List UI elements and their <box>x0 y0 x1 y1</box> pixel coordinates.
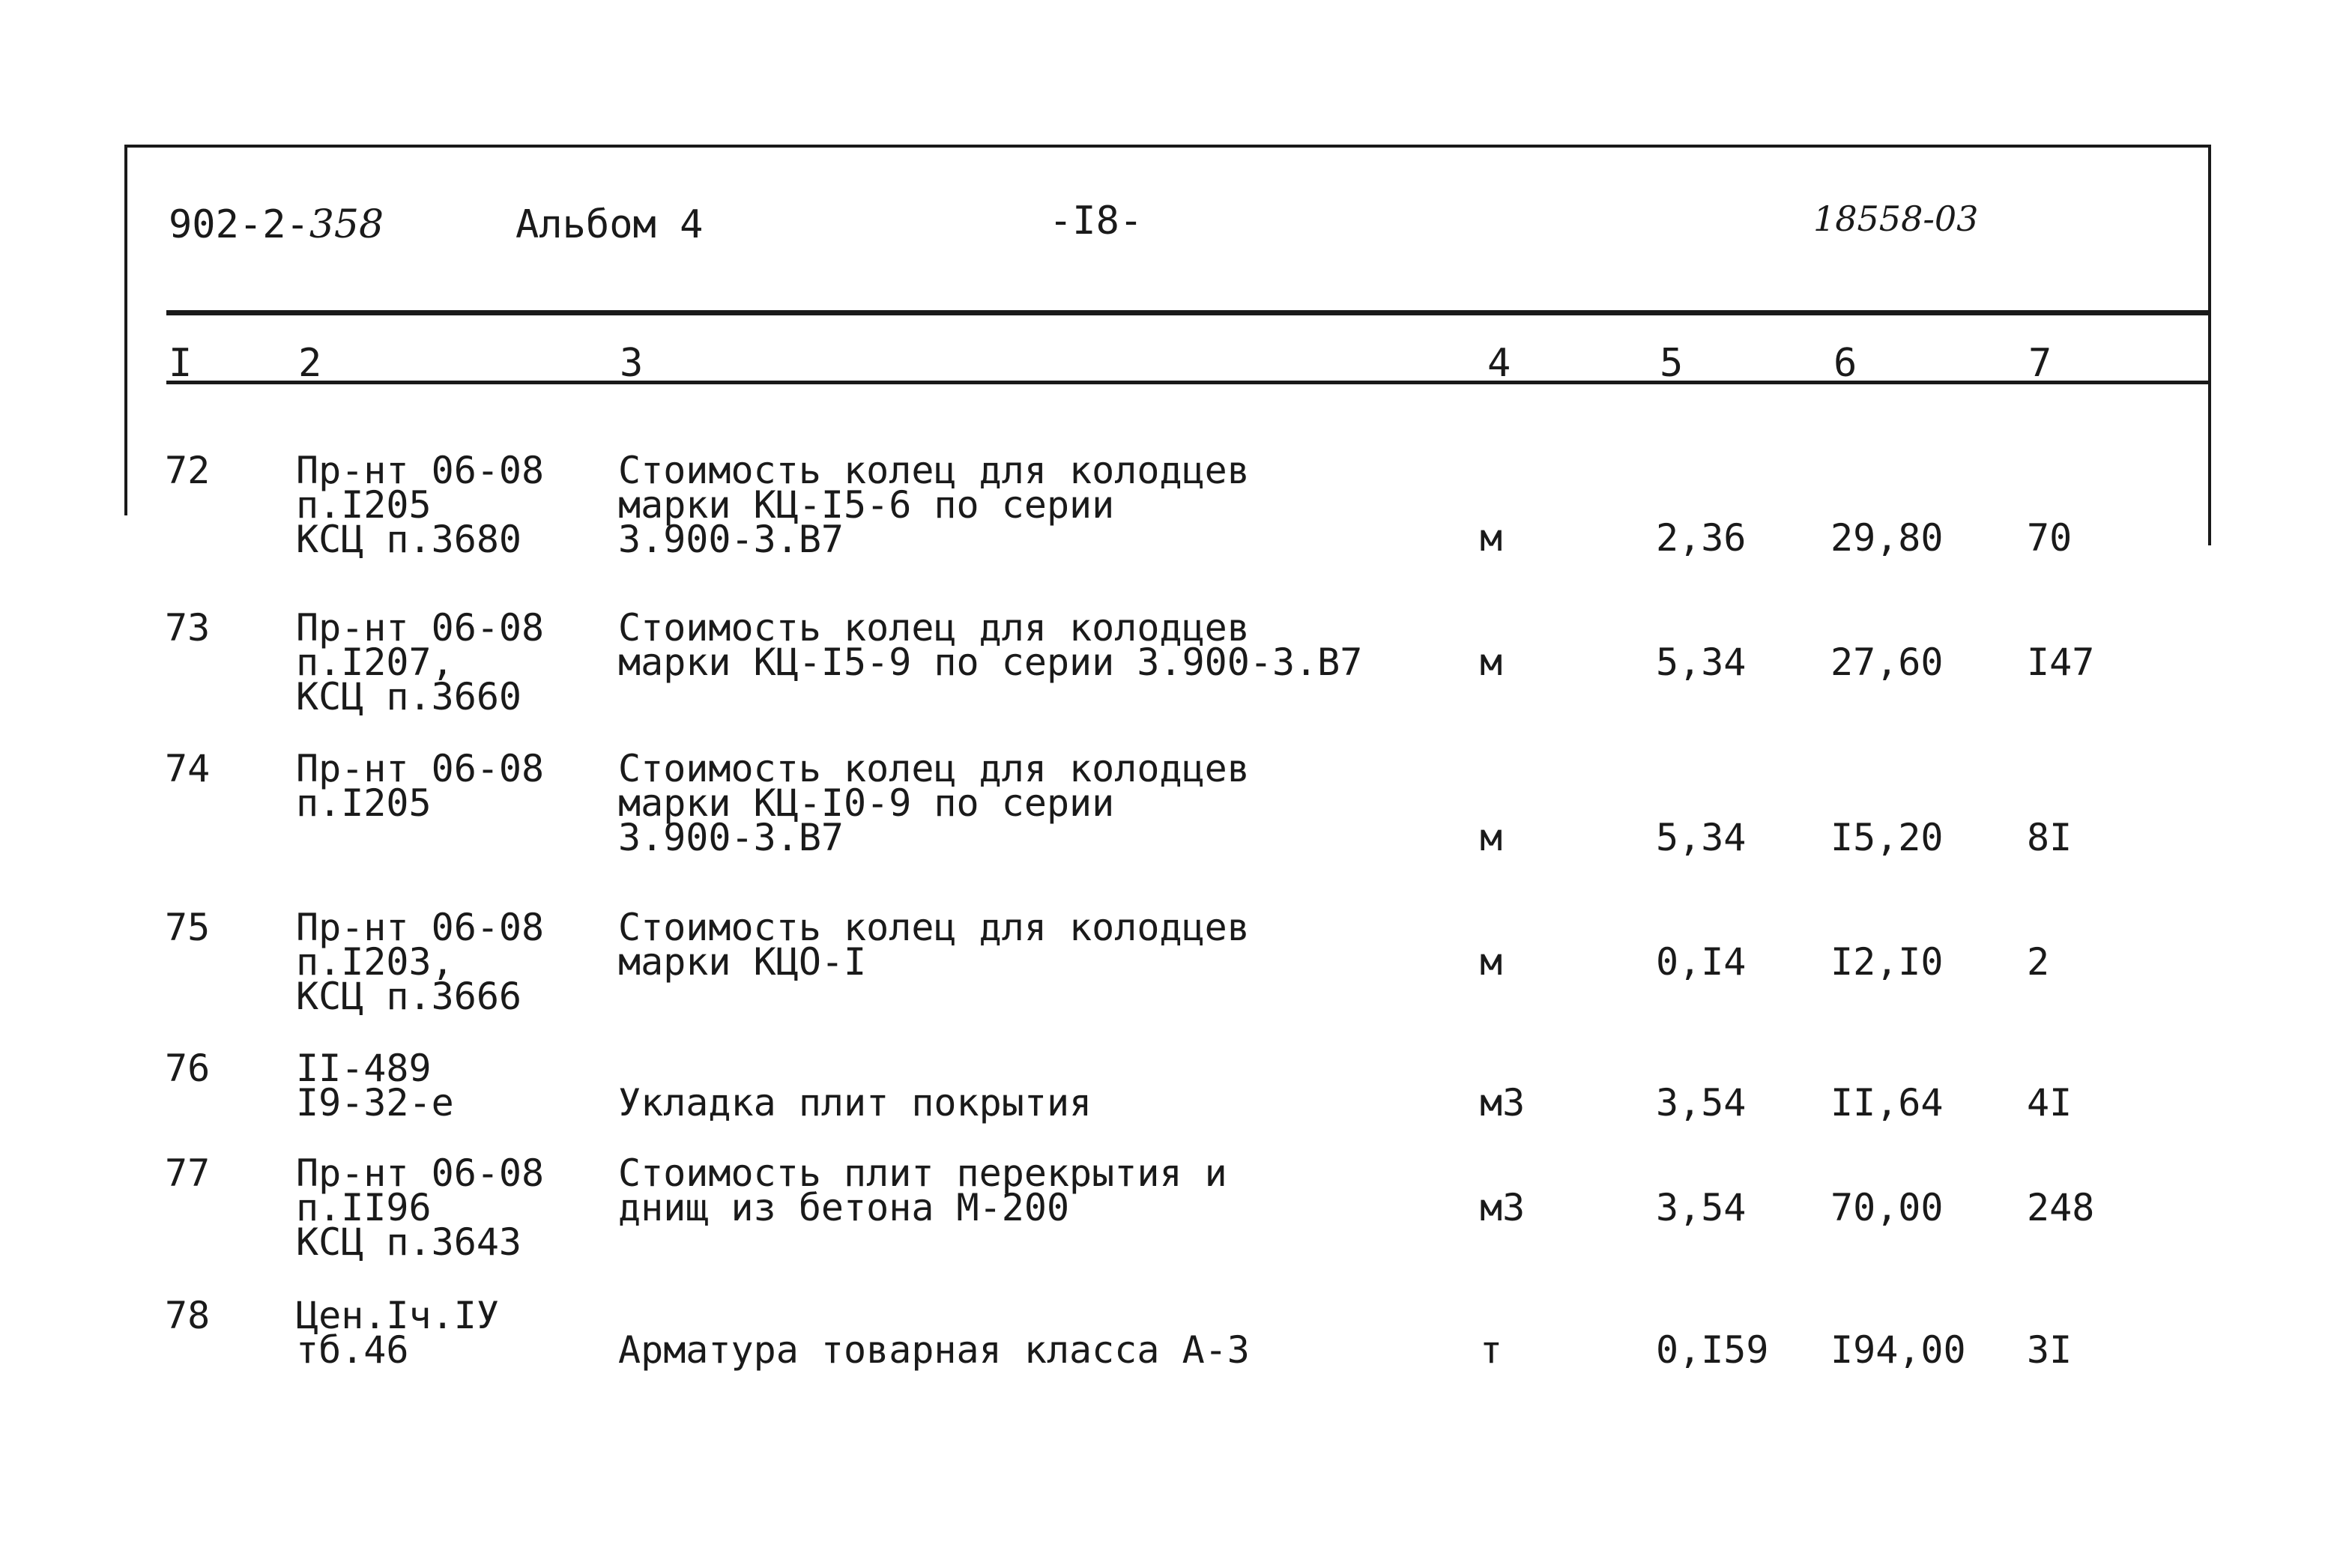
quantity-cell: 3,54 <box>1656 1186 1747 1229</box>
document-code-prefix: 902-2- <box>169 202 309 247</box>
reference-line: п.I203, <box>296 940 454 984</box>
total-cell: 4I <box>2027 1081 2073 1124</box>
row-number: 77 <box>165 1151 211 1195</box>
reference-line: Цен.Iч.IУ <box>296 1294 499 1337</box>
description-line: Стоимость плит перекрытия и <box>618 1151 1227 1195</box>
reference-cell <box>296 1151 545 1264</box>
description-line: Стоимость колец для колодцев <box>618 747 1250 790</box>
reference-line: Пр-нт 06-08 <box>296 1151 545 1195</box>
row-number: 72 <box>165 449 211 492</box>
total-cell: 8I <box>2027 816 2073 859</box>
document-code-handwritten: 358 <box>309 202 384 247</box>
description-line: Стоимость колец для колодцев <box>618 449 1250 492</box>
price-cell: II,64 <box>1830 1081 1944 1124</box>
column-header-3: 3 <box>620 341 644 386</box>
total-cell: 2 <box>2027 940 2050 984</box>
column-header-7: 7 <box>2028 341 2052 386</box>
total-cell: 3I <box>2027 1328 2073 1372</box>
quantity-cell: 0,I4 <box>1656 940 1747 984</box>
column-header-4: 4 <box>1487 341 1511 386</box>
row-number: 73 <box>165 606 211 650</box>
reference-cell <box>296 906 545 1018</box>
row-number: 74 <box>165 747 211 790</box>
reference-cell <box>296 449 545 561</box>
reference-cell <box>296 747 545 825</box>
reference-line: II-489 <box>296 1047 432 1090</box>
description-line: Стоимость колец для колодцев <box>618 906 1250 949</box>
reference-line: п.II96 <box>296 1186 432 1229</box>
row-number: 75 <box>165 906 211 949</box>
reference-line: КСЦ п.3660 <box>296 675 522 718</box>
price-cell: 27,60 <box>1830 641 1944 684</box>
description-cell <box>618 606 1363 684</box>
description-line: марки КЦО-I <box>618 940 867 984</box>
description-cell <box>618 1081 1092 1124</box>
quantity-cell: 5,34 <box>1656 641 1747 684</box>
total-cell: I47 <box>2027 641 2095 684</box>
total-cell: 248 <box>2027 1186 2095 1229</box>
column-header-underline <box>166 381 2210 384</box>
price-cell: 70,00 <box>1830 1186 1944 1229</box>
reference-line: Пр-нт 06-08 <box>296 606 545 650</box>
reference-cell <box>296 1294 499 1372</box>
unit-cell: м3 <box>1480 1186 1526 1229</box>
quantity-cell: 0,I59 <box>1656 1328 1769 1372</box>
column-header-1: I <box>169 341 193 386</box>
reference-line: п.I207, <box>296 641 454 684</box>
quantity-cell: 3,54 <box>1656 1081 1747 1124</box>
description-line: 3.900-3.В7 <box>618 816 844 859</box>
description-line: Арматура товарная класса А-3 <box>618 1328 1250 1372</box>
unit-cell: т <box>1480 1328 1503 1372</box>
reference-line: тб.46 <box>296 1328 409 1372</box>
frame-right-line <box>2208 145 2211 545</box>
row-number: 78 <box>165 1294 211 1337</box>
row-number: 76 <box>165 1047 211 1090</box>
description-line: марки КЦ-I5-6 по серии <box>618 483 1115 527</box>
price-cell: I2,I0 <box>1830 940 1944 984</box>
description-line: марки КЦ-I5-9 по серии 3.900-3.В7 <box>618 641 1363 684</box>
quantity-cell: 2,36 <box>1656 516 1747 560</box>
unit-cell: м <box>1480 641 1503 684</box>
frame-left-line <box>124 145 127 515</box>
unit-cell: м3 <box>1480 1081 1526 1124</box>
album-label: Альбом 4 <box>516 202 704 247</box>
description-line: марки КЦ-I0-9 по серии <box>618 781 1115 825</box>
reference-line: Пр-нт 06-08 <box>296 747 545 790</box>
quantity-cell: 5,34 <box>1656 816 1747 859</box>
reference-line: Пр-нт 06-08 <box>296 449 545 492</box>
column-header-6: 6 <box>1833 341 1857 386</box>
archive-number: 18558-03 <box>1813 199 1979 239</box>
reference-cell <box>296 1047 454 1124</box>
description-line: Укладка плит покрытия <box>618 1081 1092 1124</box>
column-header-2: 2 <box>298 341 322 386</box>
description-line: 3.900-3.В7 <box>618 518 844 561</box>
document-code <box>169 202 384 247</box>
description-cell <box>618 449 1250 561</box>
price-cell: I5,20 <box>1830 816 1944 859</box>
unit-cell: м <box>1480 816 1503 859</box>
description-cell <box>618 747 1250 859</box>
header-divider-line <box>166 310 2210 315</box>
reference-cell <box>296 606 545 718</box>
reference-line: КСЦ п.3643 <box>296 1220 522 1264</box>
reference-line: КСЦ п.3680 <box>296 518 522 561</box>
description-cell <box>618 1151 1227 1229</box>
page-number: -I8- <box>1049 199 1143 243</box>
total-cell: 70 <box>2027 516 2073 560</box>
description-cell <box>618 906 1250 984</box>
description-line: днищ из бетона М-200 <box>618 1186 1070 1229</box>
unit-cell: м <box>1480 516 1503 560</box>
reference-line: I9-32-е <box>296 1081 454 1124</box>
description-line: Стоимость колец для колодцев <box>618 606 1250 650</box>
description-cell <box>618 1328 1250 1372</box>
reference-line: КСЦ п.3666 <box>296 975 522 1018</box>
unit-cell: м <box>1480 940 1503 984</box>
reference-line: п.I205 <box>296 483 432 527</box>
frame-top-line <box>127 145 2210 148</box>
price-cell: I94,00 <box>1830 1328 1966 1372</box>
reference-line: Пр-нт 06-08 <box>296 906 545 949</box>
price-cell: 29,80 <box>1830 516 1944 560</box>
column-header-5: 5 <box>1660 341 1684 386</box>
reference-line: п.I205 <box>296 781 432 825</box>
